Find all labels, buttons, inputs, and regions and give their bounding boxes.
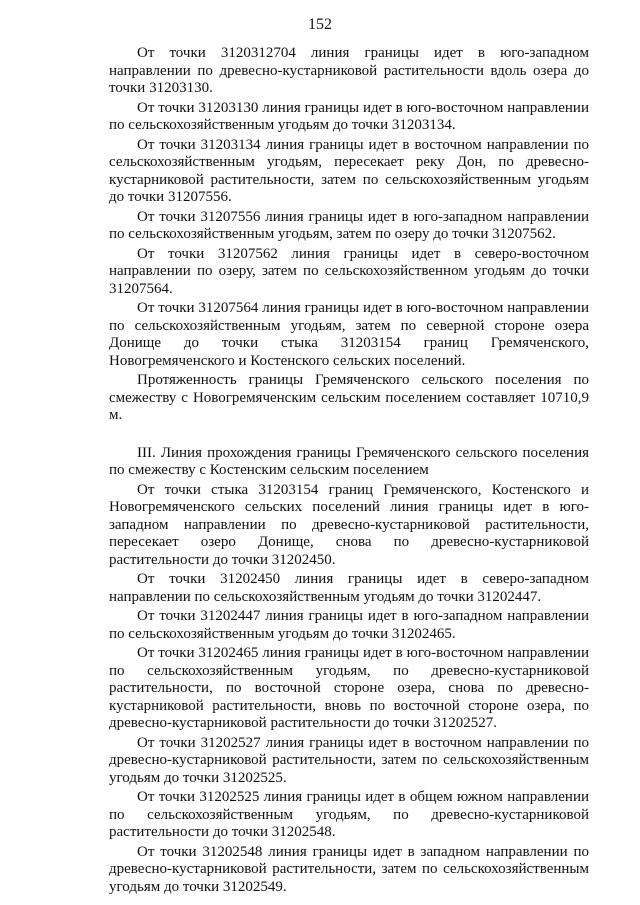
paragraph: От точки 31207564 линия границы идет в юго-восточном направлении по сельскохозяйственным угодьям, затем по северной стороне озера Донище до точки стыка 31203154 границ Гремяченского, Новогремяченского и Костенского сельских поселений. [109, 300, 589, 369]
paragraph: От точки 31203130 линия границы идет в юго-восточном направлении по сельскохозяйственным угодьям до точки 31203134. [109, 99, 589, 133]
paragraph: От точки 31202447 линия границы идет в юго-западном направлении по сельскохозяйственным угодьям до точки 31202465. [109, 608, 589, 642]
paragraph: От точки 31202525 линия границы идет в общем южном направлении по сельскохозяйственным угодьям, по древесно-кустарниковой растительности до точки 31202548. [109, 789, 589, 840]
paragraph: От точки 31202450 линия границы идет в северо-западном направлении по сельскохозяйственным угодьям до точки 31202447. [109, 571, 589, 605]
document-body [109, 45, 589, 898]
paragraph: От точки 31203134 линия границы идет в восточном направлении по сельскохозяйственным угодьям, пересекает реку Дон, по древесно-кустарниковой растительности, затем по сельскохозяйственным угодьям до точки 31207556. [109, 136, 589, 205]
boundary-length-summary: Протяженность границы Гремяченского сельского поселения по смежеству с Новогремяченским сельским поселением составляет 10710,9 м. [109, 372, 589, 423]
paragraph: От точки стыка 31203154 границ Гремяченского, Костенского и Новогремяченского сельских поселений линия границы идет в юго-западном направлении по древесно-кустарниковой растительности, пересекает озеро Донище, снова по древесно-кустарниковой растительности до точки 31202450. [109, 481, 589, 568]
paragraph: От точки 31202548 линия границы идет в западном направлении по древесно-кустарниковой растительности, затем по сельскохозяйственным угодьям до точки 31202549. [109, 843, 589, 895]
paragraph: От точки 31202465 линия границы идет в юго-восточном направлении по сельскохозяйственным угодьям, по древесно-кустарниковой растительности, по восточной стороне озера, снова по древесно-кустарниковой растительности, вновь по восточной стороне озера, по древесно-кустарниковой растительности до точки 31202527. [109, 645, 589, 731]
section-heading: III. Линия прохождения границы Гремяченского сельского поселения по смежеству с Костенским сельским поселением [109, 444, 589, 478]
paragraph: От точки 31207562 линия границы идет в северо-восточном направлении по озеру, затем по сельскохозяйственном угодьям до точки 31207564. [109, 245, 589, 297]
page-number: 152 [308, 16, 332, 33]
paragraph: От точки 31202527 линия границы идет в восточном направлении по древесно-кустарниковой растительности, затем по сельскохозяйственным угодьям до точки 31202525. [109, 734, 589, 786]
paragraph: От точки 31207556 линия границы идет в юго-западном направлении по сельскохозяйственным угодьям, затем по озеру до точки 31207562. [109, 208, 589, 242]
paragraph: От точки 3120312704 линия границы идет в юго-западном направлении по древесно-кустарниковой растительности вдоль озера до точки 31203130. [109, 45, 589, 96]
